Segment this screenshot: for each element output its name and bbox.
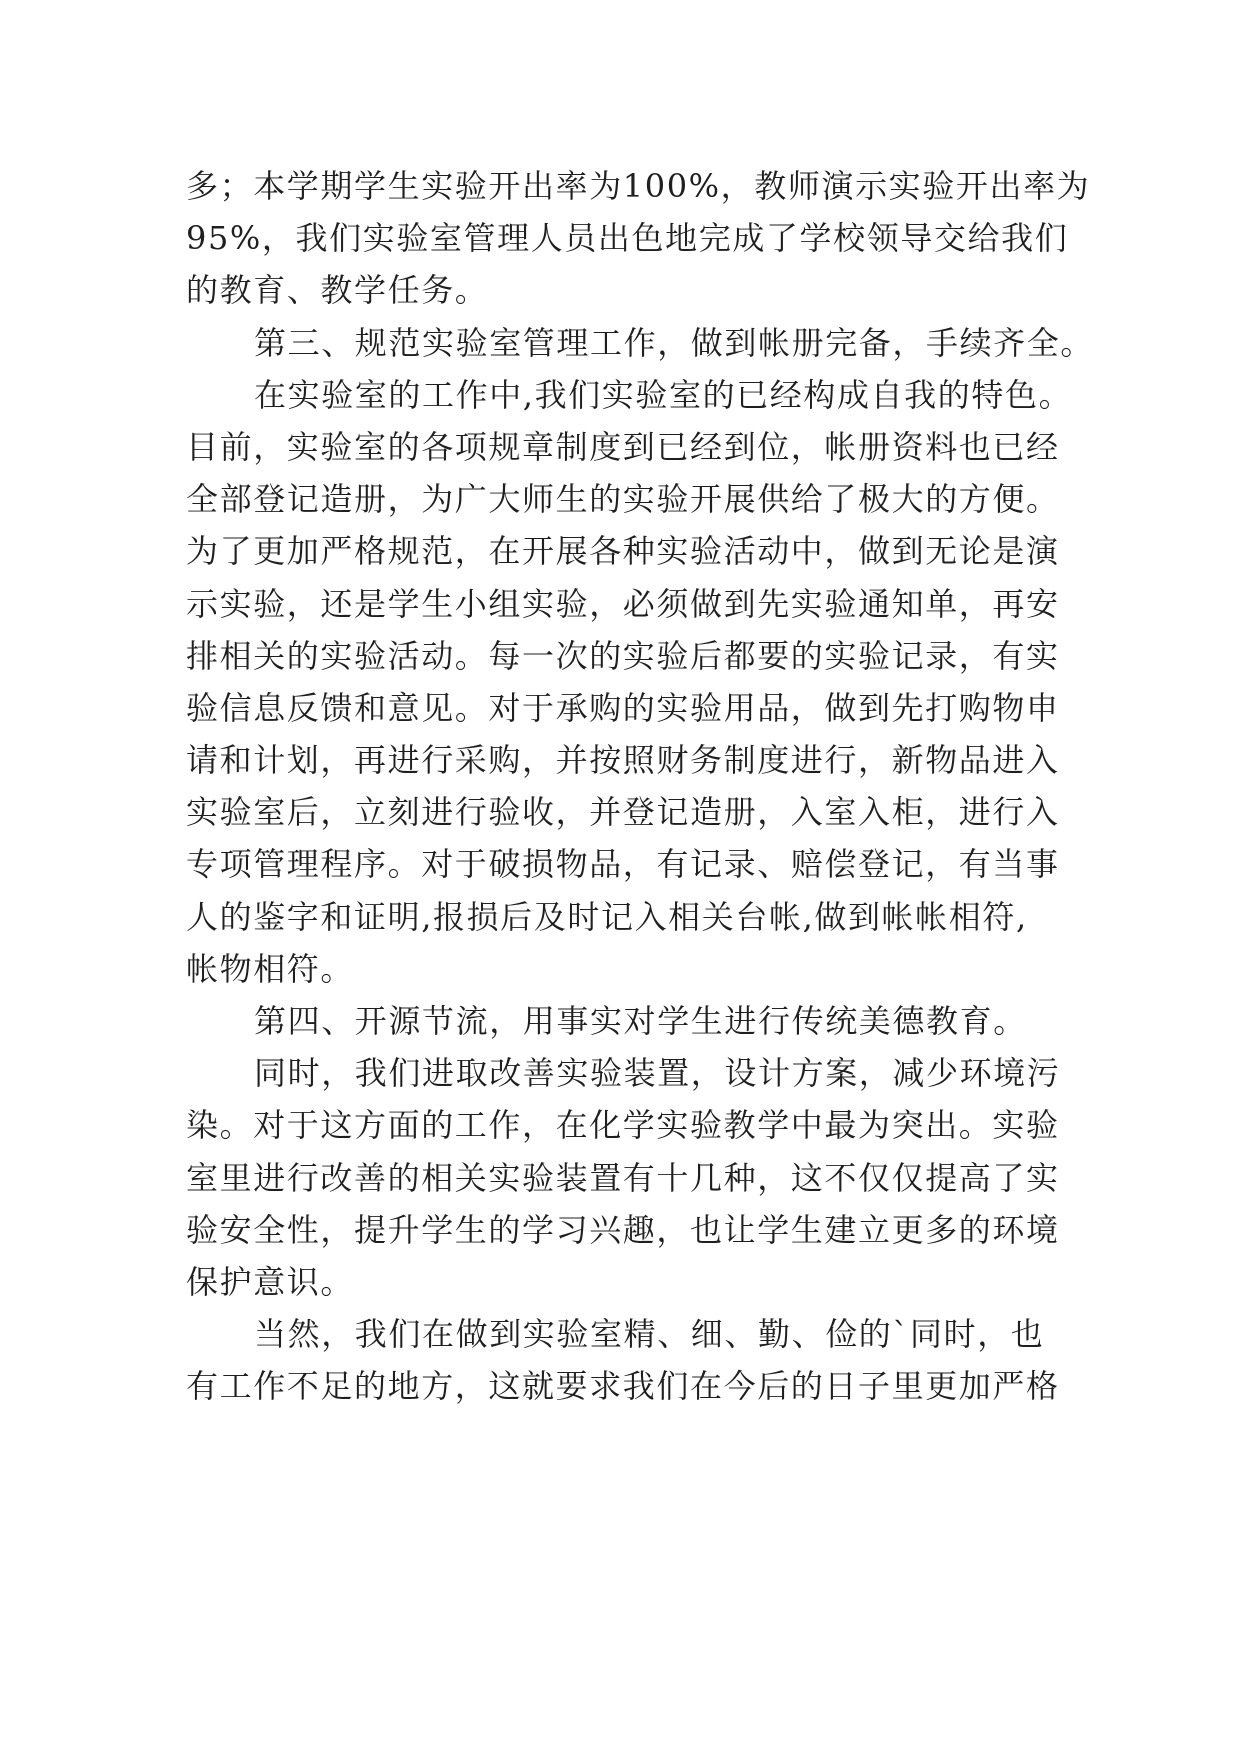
paragraph-first-line: 第四、开源节流，用事实对学生进行传统美德教育。 — [254, 1002, 1027, 1040]
text-line: 验信息反馈和意见。对于承购的实验用品，做到先打购物申 — [186, 688, 1060, 727]
text-line: 目前，实验室的各项规章制度到已经到位，帐册资料也已经 — [186, 427, 1060, 466]
text-line: 为了更加严格规范，在开展各种实验活动中，做到无论是演 — [186, 532, 1060, 571]
text-line: 实验室后，立刻进行验收，并登记造册，入室入柜，进行入 — [186, 793, 1060, 832]
paragraph-first-line: 同时，我们进取改善实验装置，设计方案，减少环境污 — [254, 1054, 1061, 1093]
text-line: 请和计划，再进行采购，并按照财务制度进行，新物品进入 — [186, 741, 1060, 780]
text-line: 人的鉴字和证明,报损后及时记入相关台帐,做到帐帐相符, — [186, 897, 1028, 936]
text-line: 帐物相符。 — [186, 949, 355, 988]
text-line: 专项管理程序。对于破损物品，有记录、赔偿登记，有当事 — [186, 845, 1060, 884]
body-text — [186, 160, 1095, 1413]
text-line: 室里进行改善的相关实验装置有十几种，这不仅仅提高了实 — [186, 1158, 1060, 1197]
text-line: 保护意识。 — [186, 1262, 355, 1301]
text-line: 验安全性，提升学生的学习兴趣，也让学生建立更多的环境 — [186, 1210, 1060, 1249]
paragraph-first-line: 当然，我们在做到实验室精、细、勤、俭的`同时，也 — [254, 1315, 1045, 1354]
text-line: 染。对于这方面的工作，在化学实验教学中最为突出。实验 — [186, 1106, 1060, 1145]
text-line: 95%，我们实验室管理人员出色地完成了学校领导交给我们 — [186, 219, 1069, 258]
text-line: 有工作不足的地方，这就要求我们在今后的日子里更加严格 — [186, 1367, 1060, 1406]
paragraph-first-line: 在实验室的工作中,我们实验室的已经构成自我的特色。 — [254, 375, 1073, 414]
text-line: 排相关的实验活动。每一次的实验后都要的实验记录，有实 — [186, 636, 1060, 675]
text-line: 多；本学期学生实验开出率为100%，教师演示实验开出率为 — [186, 167, 1091, 205]
paragraph-first-line: 第三、规范实验室管理工作，做到帐册完备，手续齐全。 — [254, 323, 1095, 362]
text-line: 示实验，还是学生小组实验，必须做到先实验通知单，再安 — [186, 584, 1060, 623]
text-line: 的教育、教学任务。 — [186, 271, 489, 310]
text-line: 全部登记造册，为广大师生的实验开展供给了极大的方便。 — [186, 480, 1060, 519]
